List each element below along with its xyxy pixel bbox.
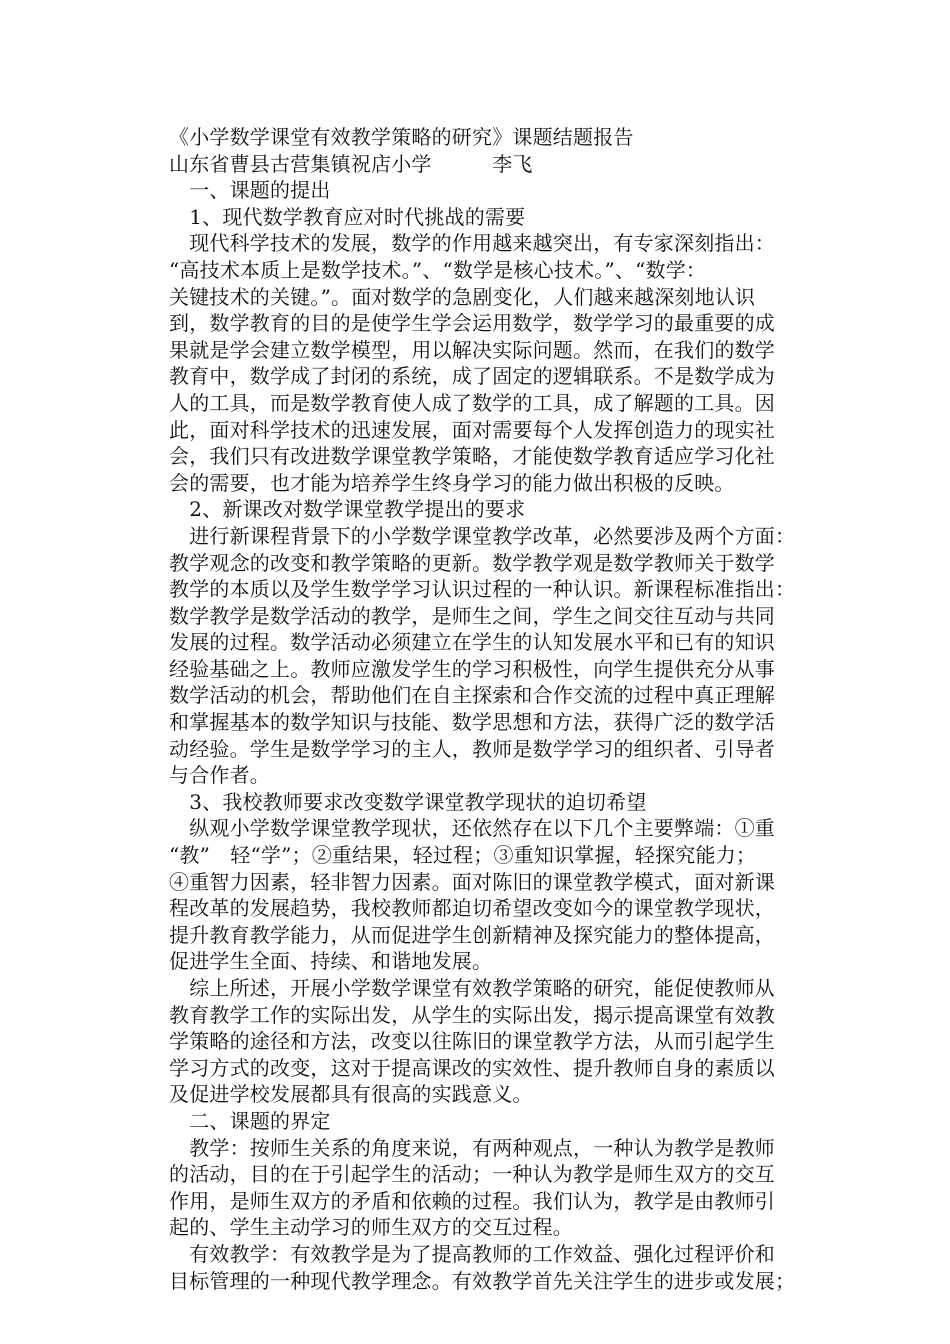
text-line: 教学的本质以及学生数学学习认识过程的一种认识。新课程标准指出： [169,577,796,602]
text-line: 纵观小学数学课堂教学现状，还依然存在以下几个主要弊端：①重 [169,816,775,841]
text-line: 学策略的途径和方法，改变以往陈旧的课堂教学方法，从而引起学生 [169,1029,775,1054]
text-line: ④重智力因素，轻非智力因素。面对陈旧的课堂教学模式，面对新课 [169,869,775,894]
text-line: 促进学生全面、持续、和谐地发展。 [169,949,493,974]
text-line: 进行新课程背景下的小学数学课堂教学改革，必然要涉及两个方面： [169,523,796,548]
author-line: 山东省曹县古营集镇祝店小学 李飞 [169,151,533,176]
text-line: 和掌握基本的数学知识与技能、数学思想和方法，获得广泛的数学活 [169,710,775,735]
text-line: 有效教学：有效教学是为了提高教师的工作效益、强化过程评价和 [169,1241,775,1266]
text-line: 此，面对科学技术的迅速发展，面对需要每个人发挥创造力的现实社 [169,417,775,442]
text-line: 综上所述，开展小学数学课堂有效教学策略的研究，能促使教师从 [169,976,775,1000]
text-line: 提升教育教学能力，从而促进学生创新精神及探究能力的整体提高， [169,922,775,947]
text-line: 关键技术的关键。”。面对数学的急剧变化，人们越来越深刻地认识 [169,284,756,309]
text-line: 人的工具，而是数学教育使人成了数学的工具，成了解题的工具。因 [169,390,775,415]
text-line: 教育教学工作的实际出发，从学生的实际出发，揭示提高课堂有效教 [169,1002,775,1027]
text-line: 会，我们只有改进数学课堂教学策略，才能使数学教育适应学习化社 [169,444,775,469]
document-body [169,124,809,1294]
text-line: 一、课题的提出 [169,178,331,203]
text-line: 会的需要，也才能为培养学生终身学习的能力做出积极的反映。 [169,470,735,495]
text-line: 2、新课改对数学课堂教学提出的要求 [169,497,526,522]
text-line: 学习方式的改变，这对于提高课改的实效性、提升教师自身的素质以 [169,1055,775,1080]
text-line: 教育中，数学成了封闭的系统，成了固定的逻辑联系。不是数学成为 [169,364,775,389]
text-line: 二、课题的界定 [169,1108,331,1133]
text-line: 与合作者。 [169,763,270,788]
text-line: 教学观念的改变和教学策略的更新。数学教学观是数学教师关于数学 [169,550,775,575]
text-line: 发展的过程。数学活动必须建立在学生的认知发展水平和已有的知识 [169,630,775,655]
text-line: 目标管理的一种现代教学理念。有效教学首先关注学生的进步或发展； [169,1268,796,1293]
text-line: 动经验。学生是数学学习的主人，教师是数学学习的组织者、引导者 [169,736,775,761]
text-line: 3、我校教师要求改变数学课堂教学现状的迫切希望 [169,789,647,814]
text-line: 起的、学生主动学习的师生双方的交互过程。 [169,1215,573,1240]
text-line: 教学：按师生关系的角度来说，有两种观点，一种认为教学是教师 [169,1135,775,1160]
text-line: 1、现代数学教育应对时代挑战的需要 [169,204,526,229]
text-line: 数学活动的机会，帮助他们在自主探索和合作交流的过程中真正理解 [169,683,775,708]
text-line: 程改革的发展趋势，我校教师都迫切希望改变如今的课堂教学现状， [169,896,775,921]
text-line: 作用，是师生双方的矛盾和依赖的过程。我们认为，教学是由教师引 [169,1188,775,1213]
text-line: 及促进学校发展都具有很高的实践意义。 [169,1082,533,1107]
text-line: 到，数学教育的目的是使学生学会运用数学，数学学习的最重要的成 [169,311,775,336]
text-line: “教” 轻“学”；②重结果，轻过程；③重知识掌握，轻探究能力； [169,843,757,868]
text-line: 现代科学技术的发展，数学的作用越来越突出，有专家深刻指出： [169,231,775,256]
text-line: “高技术本质上是数学技术。”、“数学是核心技术。”、“数学： [169,257,707,282]
text-line: 果就是学会建立数学模型，用以解决实际问题。然而，在我们的数学 [169,337,775,362]
document-title: 《小学数学课堂有效教学策略的研究》课题结题报告 [169,125,634,149]
text-line: 数学教学是数学活动的教学，是师生之间，学生之间交往互动与共同 [169,603,775,628]
text-line: 经验基础之上。教师应激发学生的学习积极性，向学生提供充分从事 [169,656,775,681]
text-line: 的活动，目的在于引起学生的活动；一种认为教学是师生双方的交互 [169,1162,775,1187]
